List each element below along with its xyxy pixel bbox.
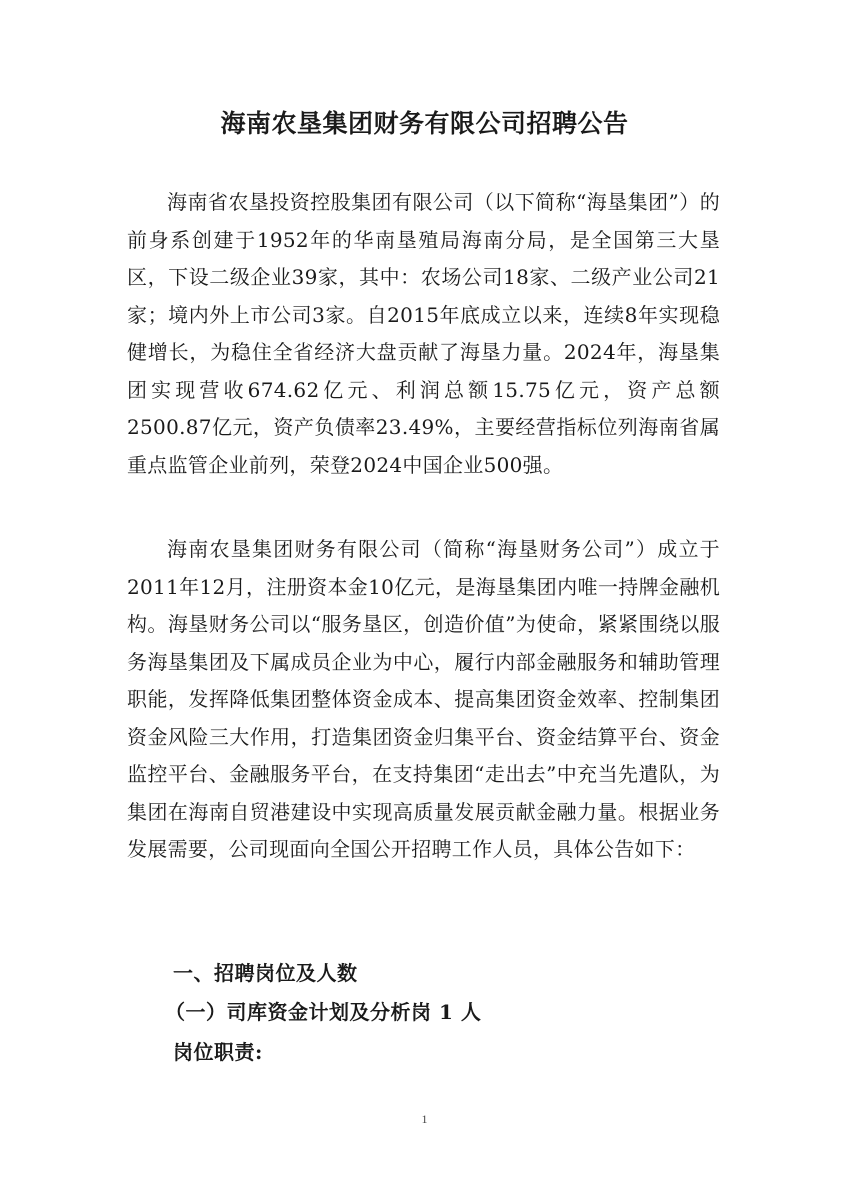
intro-paragraph-group: 海南省农垦投资控股集团有限公司（以下简称“海垦集团”）的前身系创建于1952年的华南垦殖局海南分局，是全国第三大垦区，下设二级企业39家，其中：农场公司18家、二级产业公司21家；境内外上市公司3家。自2015年底成立以来，连续8年实现稳健增长，为稳住全省经济大盘贡献了海垦力量。2024年，海垦集团实现营收674.62亿元、利润总额15.75亿元，资产总额2500.87亿元，资产负债率23.49%，主要经营指标位列海南省属重点监管企业前列，荣登2024中国企业500强。 xyxy=(127,190,720,477)
document-title: 海南农垦集团财务有限公司招聘公告 xyxy=(220,109,629,138)
subsection-heading-position-1: （一）司库资金计划及分析岗 1 人 xyxy=(165,1000,482,1024)
intro-paragraph-company: 海南农垦集团财务有限公司（简称“海垦财务公司”）成立于2011年12月，注册资本金10亿元，是海垦集团内唯一持牌金融机构。海垦财务公司以“服务垦区，创造价值”为使命，紧紧围绕以服务海垦集团及下属成员企业为中心，履行内部金融服务和辅助管理职能，发挥降低集团整体资金成本、提高集团资金效率、控制集团资金风险三大作用，打造集团资金归集平台、资金结算平台、资金监控平台、金融服务平台，在支持集团“走出去”中充当先遣队，为集团在海南自贸港建设中实现高质量发展贡献金融力量。根据业务发展需要，公司现面向全国公开招聘工作人员，具体公告如下： xyxy=(127,537,720,861)
duties-label: 岗位职责: xyxy=(173,1040,263,1064)
section-heading-positions: 一、招聘岗位及人数 xyxy=(173,961,358,985)
page-number: 1 xyxy=(421,1112,428,1126)
